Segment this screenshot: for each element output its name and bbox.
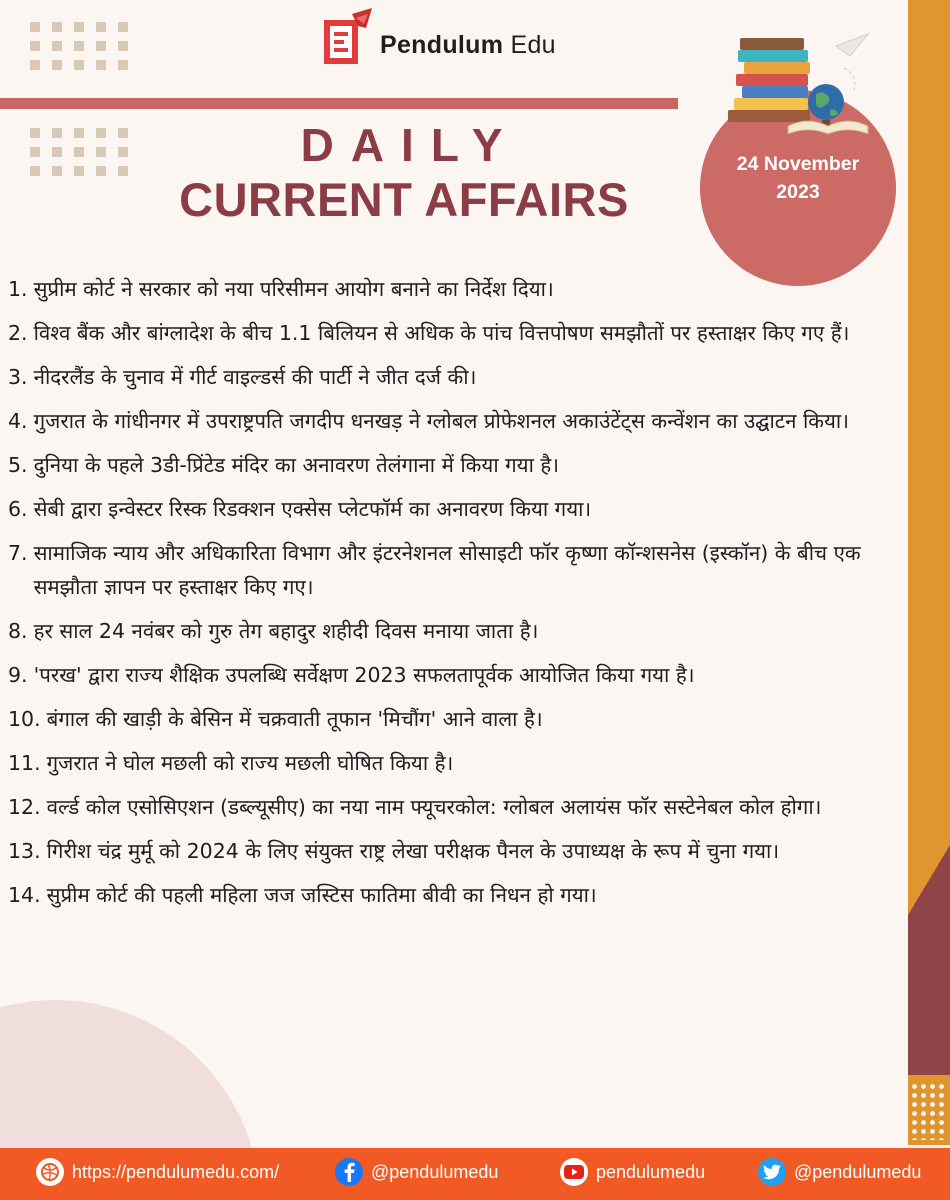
list-item: 4. गुजरात के गांधीनगर में उपराष्ट्रपति जगदीप धनखड़ ने ग्लोबल प्रोफेशनल अकाउंटेंट्स कन्वेंशन का उद्घाटन किया।	[8, 409, 850, 433]
list-item: 12. वर्ल्ड कोल एसोसिएशन (डब्ल्यूसीए) का नया नाम फ्यूचरकोल: ग्लोबल अलायंस फॉर सस्टेनेबल कोल होगा।	[8, 795, 822, 819]
list-item: 5. दुनिया के पहले 3डी-प्रिंटेड मंदिर का अनावरण तेलंगाना में किया गया है।	[8, 453, 560, 477]
right-orange-strip	[908, 0, 950, 920]
date-day-month: 24 November	[736, 153, 860, 175]
right-dot-pattern	[910, 1082, 948, 1140]
date-year: 2023	[776, 181, 820, 203]
logo-icon	[322, 8, 374, 66]
list-item: 1. सुप्रीम कोर्ट ने सरकार को नया परिसीमन आयोग बनाने का निर्देश दिया।	[8, 277, 554, 301]
facebook-link[interactable]	[335, 1158, 498, 1186]
youtube-handle: pendulumedu	[596, 1161, 706, 1182]
facebook-handle: @pendulumedu	[371, 1161, 499, 1182]
list-item: 14. सुप्रीम कोर्ट की पहली महिला जज जस्टिस फातिमा बीवी का निधन हो गया।	[8, 883, 597, 907]
list-item: 8. हर साल 24 नवंबर को गुरु तेग बहादुर शहीदी दिवस मनाया जाता है।	[8, 619, 539, 643]
title-current-affairs: CURRENT AFFAIRS	[179, 173, 629, 226]
list-item: 7. सामाजिक न्याय और अधिकारिता विभाग और इंटरनेशनल सोसाइटी फॉर कृष्णा कॉन्शसनेस (इस्कॉन) के बीच एक समझौता ज्ञापन पर हस्ताक्षर किए गए।	[8, 541, 861, 599]
dot-grid-top	[30, 22, 128, 70]
list-item: 11. गुजरात ने घोल मछली को राज्य मछली घोषित किया है।	[8, 751, 454, 775]
date-label	[700, 150, 896, 206]
header-rule	[0, 98, 678, 109]
twitter-icon	[758, 1158, 786, 1186]
list-item: 2. विश्व बैंक और बांग्लादेश के बीच 1.1 बिलियन से अधिक के पांच वित्तपोषण समझौतों पर हस्ताक्षर किए गए हैं।	[8, 321, 850, 345]
twitter-link[interactable]	[758, 1158, 921, 1186]
list-item: 10. बंगाल की खाड़ी के बेसिन में चक्रवाती तूफान 'मिचौंग' आने वाला है।	[8, 707, 543, 731]
list-item: 13. गिरीश चंद्र मुर्मू को 2024 के लिए संयुक्त राष्ट्र लेखा परीक्षक पैनल के उपाध्यक्ष के रूप में चुना गया।	[8, 839, 780, 863]
twitter-handle: @pendulumedu	[794, 1161, 922, 1182]
youtube-link[interactable]	[560, 1158, 705, 1186]
books-globe-illustration	[718, 28, 878, 138]
brand-name: Pendulum Edu	[380, 31, 556, 59]
youtube-icon	[560, 1158, 588, 1186]
footer-bar	[0, 1148, 950, 1200]
list-item: 9. 'परख' द्वारा राज्य शैक्षिक उपलब्धि सर्वेक्षण 2023 सफलतापूर्वक आयोजित किया गया है।	[8, 663, 695, 687]
news-list	[8, 272, 888, 922]
list-item: 3. नीदरलैंड के चुनाव में गीर्ट वाइल्डर्स की पार्टी ने जीत दर्ज की।	[8, 365, 477, 389]
globe-icon	[36, 1158, 64, 1186]
brand-logo	[322, 8, 556, 66]
facebook-icon	[335, 1158, 363, 1186]
website-link[interactable]	[36, 1158, 279, 1186]
website-url: https://pendulumedu.com/	[72, 1161, 280, 1182]
title-daily: DAILY	[300, 119, 520, 171]
list-item: 6. सेबी द्वारा इन्वेस्टर रिस्क रिडक्शन एक्सेस प्लेटफॉर्म का अनावरण किया गया।	[8, 497, 592, 521]
